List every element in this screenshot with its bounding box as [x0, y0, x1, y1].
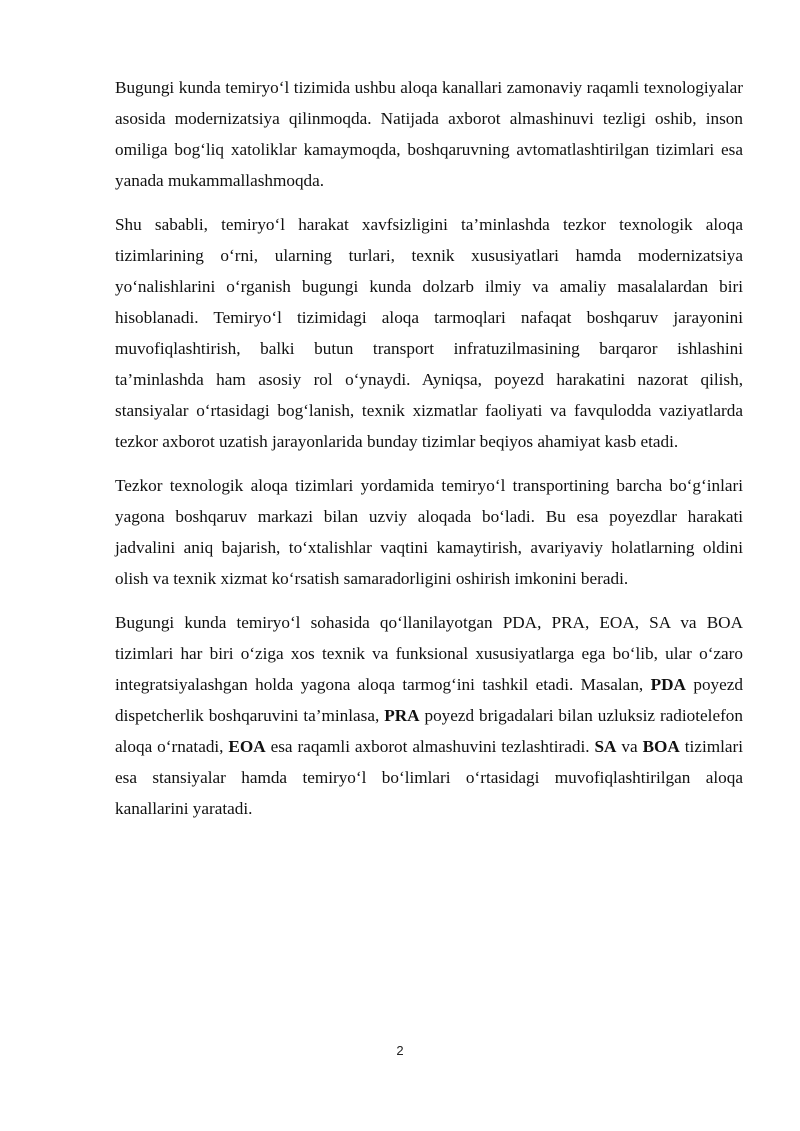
paragraph [115, 607, 743, 824]
text-run: Tezkor texnologik aloqa tizimlari yordamida temiryo‘l transportining barcha bo‘g‘inlari yagona boshqaruv markazi bilan uzviy aloqada bo‘ladi. Bu esa poyezdlar harakati jadvalini aniq bajarish, to‘xtalishlar vaqtini kamaytirish, avariyaviy holatlarning oldini olish va texnik xizmat ko‘rsatish samaradorligini oshirish imkonini beradi. [115, 476, 743, 588]
text-run: Shu sababli, temiryo‘l harakat xavfsizligini ta’minlashda tezkor texnologik aloqa tizimlarining o‘rni, ularning turlari, texnik xususiyatlari hamda modernizatsiya yo‘nalishlarini o‘rganish bugungi kunda dolzarb ilmiy va amaliy masalalardan biri hisoblanadi. Temiryo‘l tizimidagi aloqa tarmoqlari nafaqat boshqaruv jarayonini muvofiqlashtirish, balki butun transport infratuzilmasining barqaror ishlashini ta’minlashda ham asosiy rol o‘ynaydi. Ayniqsa, poyezd harakatini nazorat qilish, stansiyalar o‘rtasidagi bog‘lanish, texnik xizmatlar faoliyati va favqulodda vaziyatlarda tezkor axborot uzatish jarayonlarida bunday tizimlar beqiyos ahamiyat kasb etadi. [115, 215, 743, 451]
paragraph [115, 209, 743, 457]
text-run: Bugungi kunda temiryo‘l tizimida ushbu aloqa kanallari zamonaviy raqamli texnologiyalar asosida modernizatsiya qilinmoqda. Natijada axborot almashinuvi tezligi oshib, inson omiliga bog‘liq xatoliklar kamaymoqda, boshqaruvning avtomatlashtirilgan tizimlari esa yanada mukammallashmoqda. [115, 78, 743, 190]
text-run: va [616, 737, 643, 756]
page-number: 2 [396, 1043, 404, 1058]
text-run: Bugungi kunda temiryo‘l sohasida qo‘llanilayotgan PDA, PRA, EOA, SA va BOA tizimlari har biri o‘ziga xos texnik va funksional xususiyatlarga ega bo‘lib, ular o‘zaro integratsiyalashgan holda yagona aloqa tarmog‘ini tashkil etadi. Masalan, [115, 613, 743, 694]
text-run: esa raqamli axborot almashuvini tezlashtiradi. [265, 737, 595, 756]
paragraph [115, 470, 743, 594]
document-body [115, 72, 743, 837]
bold-term: BOA [642, 737, 680, 756]
text-run: poyezd dispetcherlik boshqaruvini ta’minlasa, [115, 675, 743, 725]
paragraph [115, 72, 743, 196]
bold-term: PRA [384, 706, 420, 725]
text-run: tizimlari esa stansiyalar hamda temiryo‘l bo‘limlari o‘rtasidagi muvofiqlashtirilgan aloqa kanallarini yaratadi. [115, 737, 743, 818]
bold-term: SA [594, 737, 617, 756]
bold-term: PDA [650, 675, 686, 694]
text-run: poyezd brigadalari bilan uzluksiz radiotelefon aloqa o‘rnatadi, [115, 706, 743, 756]
bold-term: EOA [228, 737, 266, 756]
